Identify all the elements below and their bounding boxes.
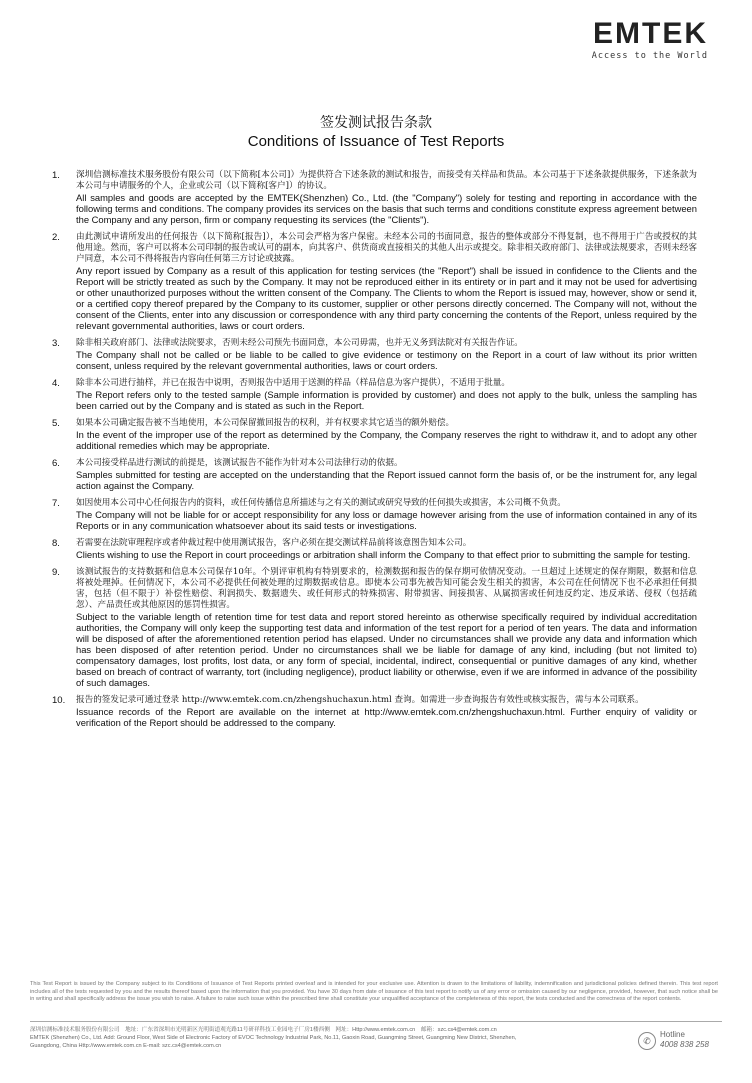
clause-number: 7. xyxy=(52,498,60,509)
clause-text-english: In the event of the improper use of the report as determined by the Company, the Company reserves the right to withdraw it, and to adopt any other additional remedies which may be appropriate. xyxy=(76,429,697,451)
clause-8 xyxy=(52,538,697,560)
clause-text-english: The Company shall not be called or be liable to be called to give evidence or testimony on the Report in a court of law without its prior written consent, unless required by the relevant governmental authorities, laws or court orders. xyxy=(76,349,697,371)
report-disclaimer: This Test Report is issued by the Company subject to its Conditions of Issuance of Test Reports printed overleaf and is intended for your exclusive use. Attention is drawn to the limitations of liability, indemnification and jurisdictional policies defined therein. This test report includes all of the tests requested by you and the results thereof based upon the information that you provided. You have 30 days from date of issuance of this test report to notify us of any error or omission caused by our negligence, provided, however, that such notice shall be in writing and shall specifically address the issue you wish to raise. A failure to raise such issue within the prescribed time shall constitute your unqualified acceptance of the completeness of this report, the tests conducted and the correctness of the report contents. xyxy=(30,981,718,1003)
clause-text-chinese: 报告的签发记录可通过登录 http://www.emtek.com.cn/zhengshuchaxun.html 查询。如需进一步查询报告有效性或核实报告，需与本公司联系。 xyxy=(76,695,644,705)
footer-address-english: EMTEK (Shenzhen) Co., Ltd. Add: Ground Floor, West Side of Electronic Factory of EVOC Technology Industrial Park, No.11, Gaoxin Road, Guangming Street, Guangming New District, Shenzhen, xyxy=(30,1034,517,1041)
page-title-chinese: 签发测试报告条款 xyxy=(320,115,432,131)
clause-text-chinese: 本公司接受样品进行测试的前提是，该测试报告不能作为针对本公司法律行动的依据。 xyxy=(76,458,403,468)
phone-icon: ✆ xyxy=(638,1032,656,1050)
logo-tagline: Access to the World xyxy=(591,51,708,61)
footer-contact: Guangdong, China Http://www.emtek.com.cn E-mail: szc.cs4@emtek.com.cn xyxy=(30,1042,222,1049)
clause-text-english: Samples submitted for testing are accepted on the understanding that the Report issued cannot form the basis of, or be the instrument for, any legal action against the Company. xyxy=(76,469,697,491)
clause-text-chinese: 由此测试申请所发出的任何报告（以下简称[报告]），本公司会严格为客户保密。未经本公司的书面同意，报告的整体或部分不得复制，也不得用于广告或授权的其他用途。然而，客户可以将本公司印制的报告或认可的副本，向其客户、供货商或直接相关的其他人出示或提交。除非相关政府部门、法律或法规要求，否则未经客户同意，本公司不得将报告内容向任何第三方讨论或披露。 xyxy=(76,232,697,264)
hotline xyxy=(638,1030,718,1054)
clause-text-chinese: 该测试报告的支持数据和信息本公司保存10年。个别评审机构有特别要求的，检测数据和报告的保存期可依情况变动。一旦超过上述规定的保存期限，数据和信息将被处理掉。任何情况下，本公司不必提供任何被处理的过期数据或信息。即使本公司事先被告知可能会发生相关的损害，本公司在任何情况下也不必承担任何损害，包括（但不限于）补偿性赔偿、利润损失、数据遗失、或任何形式的特殊损害、附带损害、间接损害、从属损害或任何违反约定、违反承诺、侵权（包括疏忽）、产品责任或其他原因的惩罚性损害。 xyxy=(76,567,697,610)
clause-text-chinese: 深圳信测标准技术服务股份有限公司（以下简称[本公司]）为提供符合下述条款的测试和报告，而接受有关样品和货品。本公司基于下述条款提供服务，下述条款为本公司与申请服务的个人，企业或公司（以下简称[客户]）的协议。 xyxy=(76,170,697,191)
clause-text-english: All samples and goods are accepted by the EMTEK(Shenzhen) Co., Ltd. (the "Company") solely for testing and reporting in accordance with the following terms and conditions. The company provides its services on the basis that such terms and conditions constitute express agreement between the Company and any person, firm or company requesting its services (the "Clients"). xyxy=(76,192,697,225)
clause-9 xyxy=(52,567,697,688)
company-footer xyxy=(30,1027,620,1050)
clause-number: 5. xyxy=(52,418,60,429)
clause-number: 10. xyxy=(52,695,66,706)
clause-text-english: Any report issued by Company as a result of this application for testing services (the "Report") shall be issued in confidence to the Clients and the Report will be strictly treated as such by the Company. It may not be reproduced either in its entirety or in part and it may not be used for advertising or other unauthorized purposes without the written consent of the Company. The Clients to whom the Report is issued may, however, show or send it, or a certified copy thereof prepared by the Company to its customer, supplier or other persons directly concerned. The Company will not, without the consent of the Clients, enter into any discussion or correspondence with any third party concerning the contents of the Report, unless required by the relevant governmental authorities, laws or court orders. xyxy=(76,265,697,331)
clause-number: 6. xyxy=(52,458,60,469)
clause-text-chinese: 除非相关政府部门、法律或法院要求，否则未经公司预先书面同意，本公司毋需，也并无义务到法院对有关报告作证。 xyxy=(76,338,523,348)
clause-number: 2. xyxy=(52,232,60,243)
clause-text-english: Subject to the variable length of retention time for test data and report stored hereinto as otherwise specifically required by individual accreditation authorities, the Company will only keep the supporting test data and information of the test report for a period of ten years. The data and information will be disposed of after the aforementioned retention period has elapsed. Under no circumstances shall we provide any data and information which has been disposed of after retention period. Under no circumstances shall we be liable for damage of any kind, including (but not limited to) compensatory damages, lost profits, lost data, or any form of special, incidental, indirect, consequential or punitive damages of any kind, whether based on breach of contract of warranty, tort (including negligence), product liability or otherwise, even if we are informed in advance of the possibility of such damages. xyxy=(76,611,697,688)
clause-5 xyxy=(52,418,697,451)
clause-number: 4. xyxy=(52,378,60,389)
clause-number: 9. xyxy=(52,567,60,578)
clause-1 xyxy=(52,170,697,225)
clause-10 xyxy=(52,695,697,728)
clause-text-chinese: 如因使用本公司中心任何报告内的资料，或任何传播信息所描述与之有关的测试或研究导致的任何损失或损害，本公司概不负责。 xyxy=(76,498,566,508)
clause-6 xyxy=(52,458,697,491)
hotline-label: Hotline xyxy=(660,1030,685,1039)
clause-3 xyxy=(52,338,697,371)
company-logo xyxy=(592,18,708,61)
footer-address-chinese: 深圳信测标准技术服务股份有限公司 地址：广东省深圳市光明新区光明街道观光路11号研祥科技工业园电子厂房1楼西侧 网址：Http://www.emtek.com.cn 邮箱：szc.cs4@emtek.com.cn xyxy=(30,1027,497,1033)
hotline-number: 4008 838 258 xyxy=(660,1040,709,1049)
clause-4 xyxy=(52,378,697,411)
conditions-list xyxy=(52,170,697,735)
clause-text-chinese: 除非本公司进行抽样，并已在报告中说明，否则报告中适用于送测的样品（样品信息为客户提供），不适用于批量。 xyxy=(76,378,510,388)
clause-number: 3. xyxy=(52,338,60,349)
logo-wordmark: EMTEK xyxy=(593,17,708,50)
footer-divider xyxy=(30,1021,722,1022)
page-title-english: Conditions of Issuance of Test Reports xyxy=(247,133,505,150)
clause-2 xyxy=(52,232,697,331)
clause-number: 1. xyxy=(52,170,60,181)
clause-text-english: The Report refers only to the tested sample (Sample information is provided by customer) and does not apply to the bulk, unless the sampling has been carried out by the Company and is stated as such in the Report. xyxy=(76,389,697,411)
clause-number: 8. xyxy=(52,538,60,549)
clause-text-chinese: 若需要在法院审理程序或者仲裁过程中使用测试报告，客户必须在提交测试样品前将该意图告知本公司。 xyxy=(76,538,472,548)
clause-text-english: Issuance records of the Report are available on the internet at http://www.emtek.com.cn/zhengshuchaxun.html. Further enquiry of validity or verification of the Report should be addressed to the company. xyxy=(76,706,697,728)
clause-7 xyxy=(52,498,697,531)
clause-text-english: Clients wishing to use the Report in court proceedings or arbitration shall inform the Company to that effect prior to submitting the sample for testing. xyxy=(76,549,691,560)
clause-text-chinese: 如果本公司确定报告被不当地使用，本公司保留撤回报告的权利，并有权要求其它适当的额外赔偿。 xyxy=(76,418,455,428)
clause-text-english: The Company will not be liable for or accept responsibility for any loss or damage however arising from the use of information contained in any of its Reports or in any communication whatsoever about its said tests or investigations. xyxy=(76,509,697,531)
